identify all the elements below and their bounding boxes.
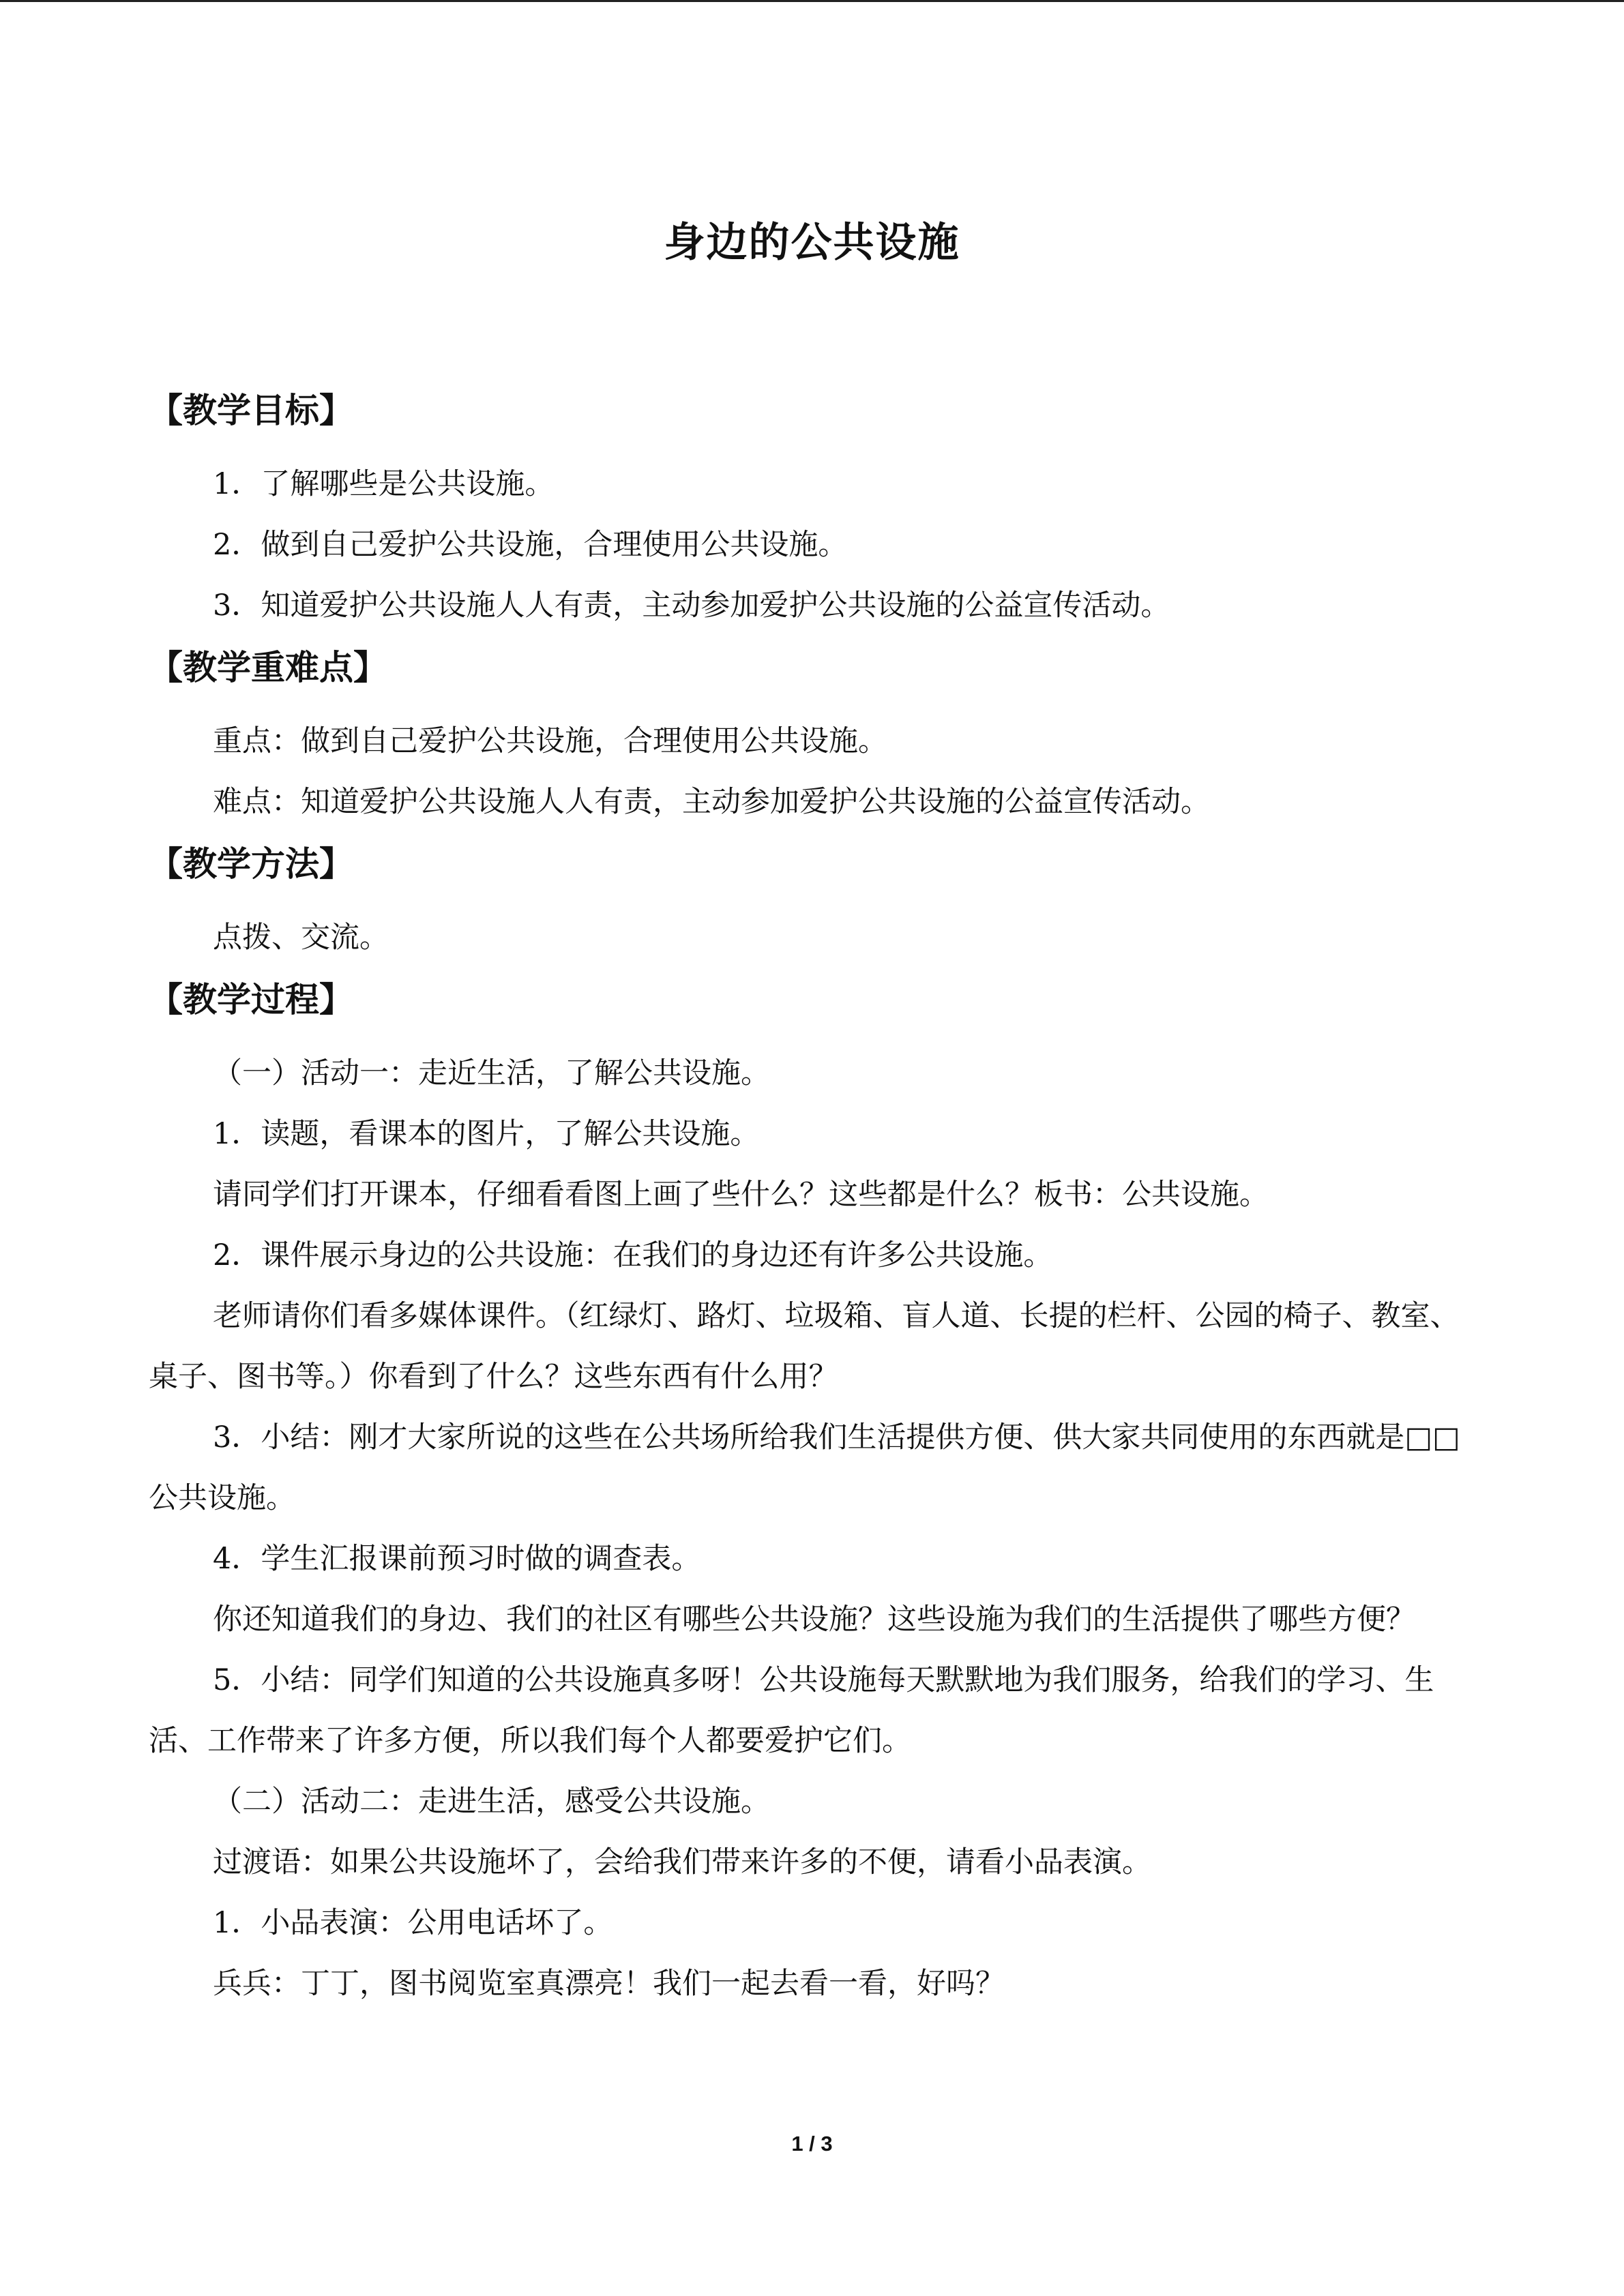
paragraph: 难点：知道爱护公共设施人人有责，主动参加爱护公共设施的公益宣传活动。 (213, 785, 1210, 819)
document-body (149, 382, 1476, 2017)
section-heading: 【教学方法】 (149, 844, 353, 884)
paragraph: 1．了解哪些是公共设施。 (213, 467, 555, 501)
section-heading: 【教学重难点】 (149, 648, 387, 687)
paragraph: 2．课件展示身边的公共设施：在我们的身边还有许多公共设施。 (213, 1238, 1053, 1272)
paragraph: （二）活动二：走进生活，感受公共设施。 (213, 1785, 770, 1819)
paragraph: 老师请你们看多媒体课件。（红绿灯、路灯、垃圾箱、盲人道、长提的栏杆、公园的椅子、教室、桌子、图书等。）你看到了什么？这些东西有什么用？ (149, 1299, 1460, 1394)
paragraph: （一）活动一：走近生活，了解公共设施。 (213, 1056, 770, 1090)
section-teaching-methods (149, 835, 1476, 968)
document-title: 身边的公共设施 (664, 219, 960, 267)
paragraph: 请同学们打开课本，仔细看看图上画了些什么？这些都是什么？板书：公共设施。 (213, 1178, 1269, 1212)
section-heading: 【教学目标】 (149, 391, 353, 430)
paragraph: 兵兵：丁丁，图书阅览室真漂亮！我们一起去看一看，好吗？ (213, 1967, 1005, 2001)
paragraph: 重点：做到自己爱护公共设施，合理使用公共设施。 (213, 724, 887, 758)
page-number: 1 / 3 (791, 2132, 833, 2156)
paragraph: 5．小结：同学们知道的公共设施真多呀！公共设施每天默默地为我们服务，给我们的学习、生活、工作带来了许多方便，所以我们每个人都要爱护它们。 (149, 1663, 1434, 1758)
paragraph: 3．小结：刚才大家所说的这些在公共场所给我们生活提供方便、供大家共同使用的东西就是□□公共设施。 (149, 1420, 1460, 1515)
paragraph: 3．知道爱护公共设施人人有责，主动参加爱护公共设施的公益宣传活动。 (213, 588, 1170, 623)
paragraph: 点拨、交流。 (213, 921, 389, 955)
paragraph: 你还知道我们的身边、我们的社区有哪些公共设施？这些设施为我们的生活提供了哪些方便？ (213, 1602, 1415, 1637)
paragraph: 1．小品表演：公用电话坏了。 (213, 1906, 613, 1940)
paragraph: 2．做到自己爱护公共设施，合理使用公共设施。 (213, 528, 848, 562)
paragraph: 过渡语：如果公共设施坏了，会给我们带来许多的不便，请看小品表演。 (213, 1845, 1151, 1879)
paragraph: 4．学生汇报课前预习时做的调查表。 (213, 1542, 701, 1576)
top-border-line (0, 0, 1624, 2)
section-heading: 【教学过程】 (149, 980, 353, 1019)
section-teaching-process (149, 971, 1476, 2014)
paragraph: 1．读题，看课本的图片，了解公共设施。 (213, 1117, 760, 1151)
section-key-difficult-points (149, 639, 1476, 833)
section-teaching-objectives (149, 382, 1476, 636)
